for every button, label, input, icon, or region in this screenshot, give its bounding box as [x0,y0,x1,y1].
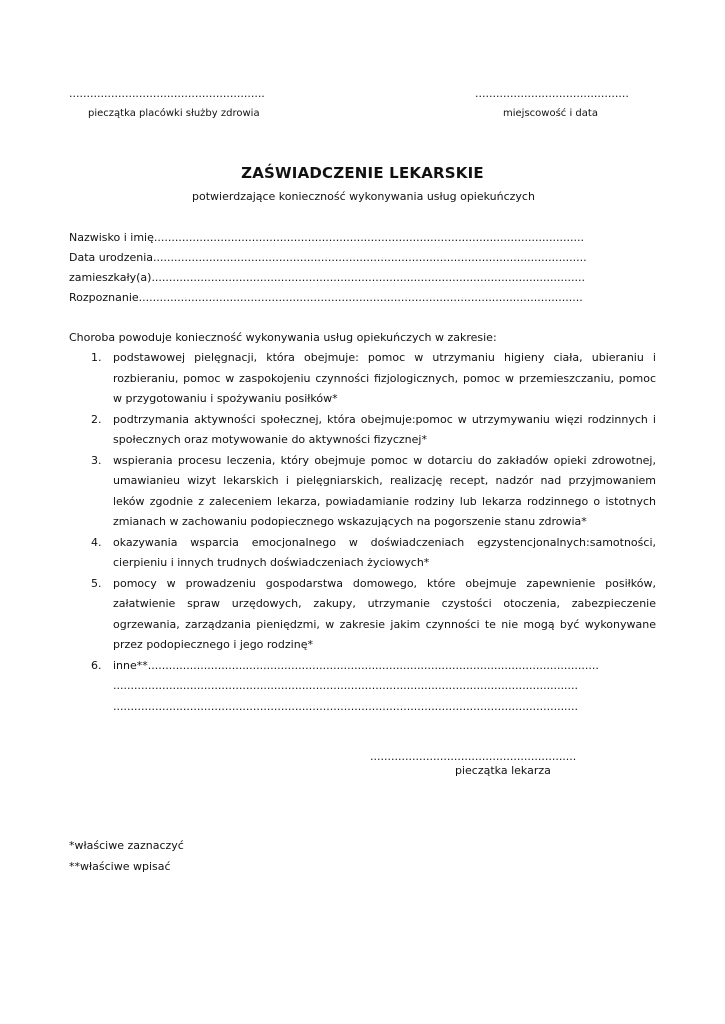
list-item [69,533,656,574]
list-item-number: 4. [91,535,102,549]
doctor-stamp-label: pieczątka lekarza [455,764,551,777]
list-item-number: 6. [91,658,102,672]
list-item-number: 5. [91,576,102,590]
other-line-3: ..................................................................................................................................... [113,699,579,713]
list-item [69,574,656,656]
list-item-text: pomocy w prowadzeniu gospodarstwa domowego, które obejmuje zapewnienie posiłków, załatwienie spraw urzędowych, zakupy, utrzymanie czystości otoczenia, zabezpieczenie ogrzewania, zarządzania pieniędzmi, w zakresie jakim czynności te nie mogą być wykonywane przez podopiecznego i jego rodzinę* [113,576,656,651]
list-item-text: okazywania wsparcia emocjonalnego w doświadczeniach egzystencjonalnych:samotności, cierpieniu i innych trudnych doświadczeniach życiowych* [113,535,656,569]
list-item-text: podtrzymania aktywności społecznej, która obejmuje:pomoc w utrzymywaniu więzi rodzinnych i społecznych oraz motywowanie do aktywności fizycznej* [113,412,656,446]
list-item [69,410,656,451]
clinic-stamp-label: pieczątka placówki służby zdrowia [88,108,260,119]
field-diagnosis [69,291,659,304]
list-item-number: 2. [91,412,102,426]
footnote-fill: **właściwe wpisać [69,860,171,873]
field-birthdate [69,251,659,264]
list-item-text: wspierania procesu leczenia, który obejmuje pomoc w dotarciu do zakładów opieki zdrowotnej, umawianieu wizyt lekarskich i pielęgniarskich, realizację recept, nadzór nad przyjmowaniem leków zgodnie z zaleceniem lekarza, powiadamianie rodziny lub lekarza rodzinnego o istotnych zmianach w zachowaniu podopiecznego wskazujących na pogorszenie stanu zdrowia* [113,453,656,528]
place-date-line: ............................................ [475,87,629,100]
field-birthdate-line: ............................................................................................................................ [153,251,587,264]
list-item-number: 3. [91,453,102,467]
other-line-1 [113,656,656,677]
other-line-2: ..................................................................................................................................... [113,679,579,692]
field-birthdate-label: Data urodzenia [69,251,154,264]
field-diagnosis-label: Rozpoznanie [69,291,139,304]
services-list [69,348,656,717]
list-item-text: podstawowej pielęgnacji, która obejmuje: pomoc w utrzymaniu higieny ciała, ubieraniu i rozbieraniu, pomoc w zaspokojeniu czynności fizjologicznych, pomoc w przemieszczaniu, pomoc w przygotowaniu i spożywaniu posiłków* [113,351,656,405]
document-subtitle: potwierdzające konieczność wykonywania usług opiekuńczych [192,190,535,203]
field-name-label: Nazwisko i imię [69,231,154,244]
field-name-line: ........................................................................................................................... [153,231,584,244]
list-item [69,451,656,533]
list-item-other [69,656,656,718]
other-line-1-dots: ................................................................................................................................. [147,658,599,672]
document-title: ZAŚWIADCZENIE LEKARSKIE [241,164,484,182]
list-item [69,348,656,410]
other-label: inne** [113,658,148,672]
field-diagnosis-line: ............................................................................................................................... [138,291,583,304]
field-address-label: zamieszkały(a) [69,271,152,284]
footnote-mark: *właściwe zaznaczyć [69,839,184,852]
clinic-stamp-line: ........................................................ [69,87,265,100]
place-date-label: miejscowość i data [503,108,598,119]
scope-intro: Choroba powoduje konieczność wykonywania usług opiekuńczych w zakresie: [69,331,497,344]
field-name [69,231,659,244]
list-item-number: 1. [91,351,102,364]
field-address-line: ............................................................................................................................ [151,271,586,284]
field-address [69,271,659,284]
doctor-stamp-line: ........................................................... [370,750,577,763]
